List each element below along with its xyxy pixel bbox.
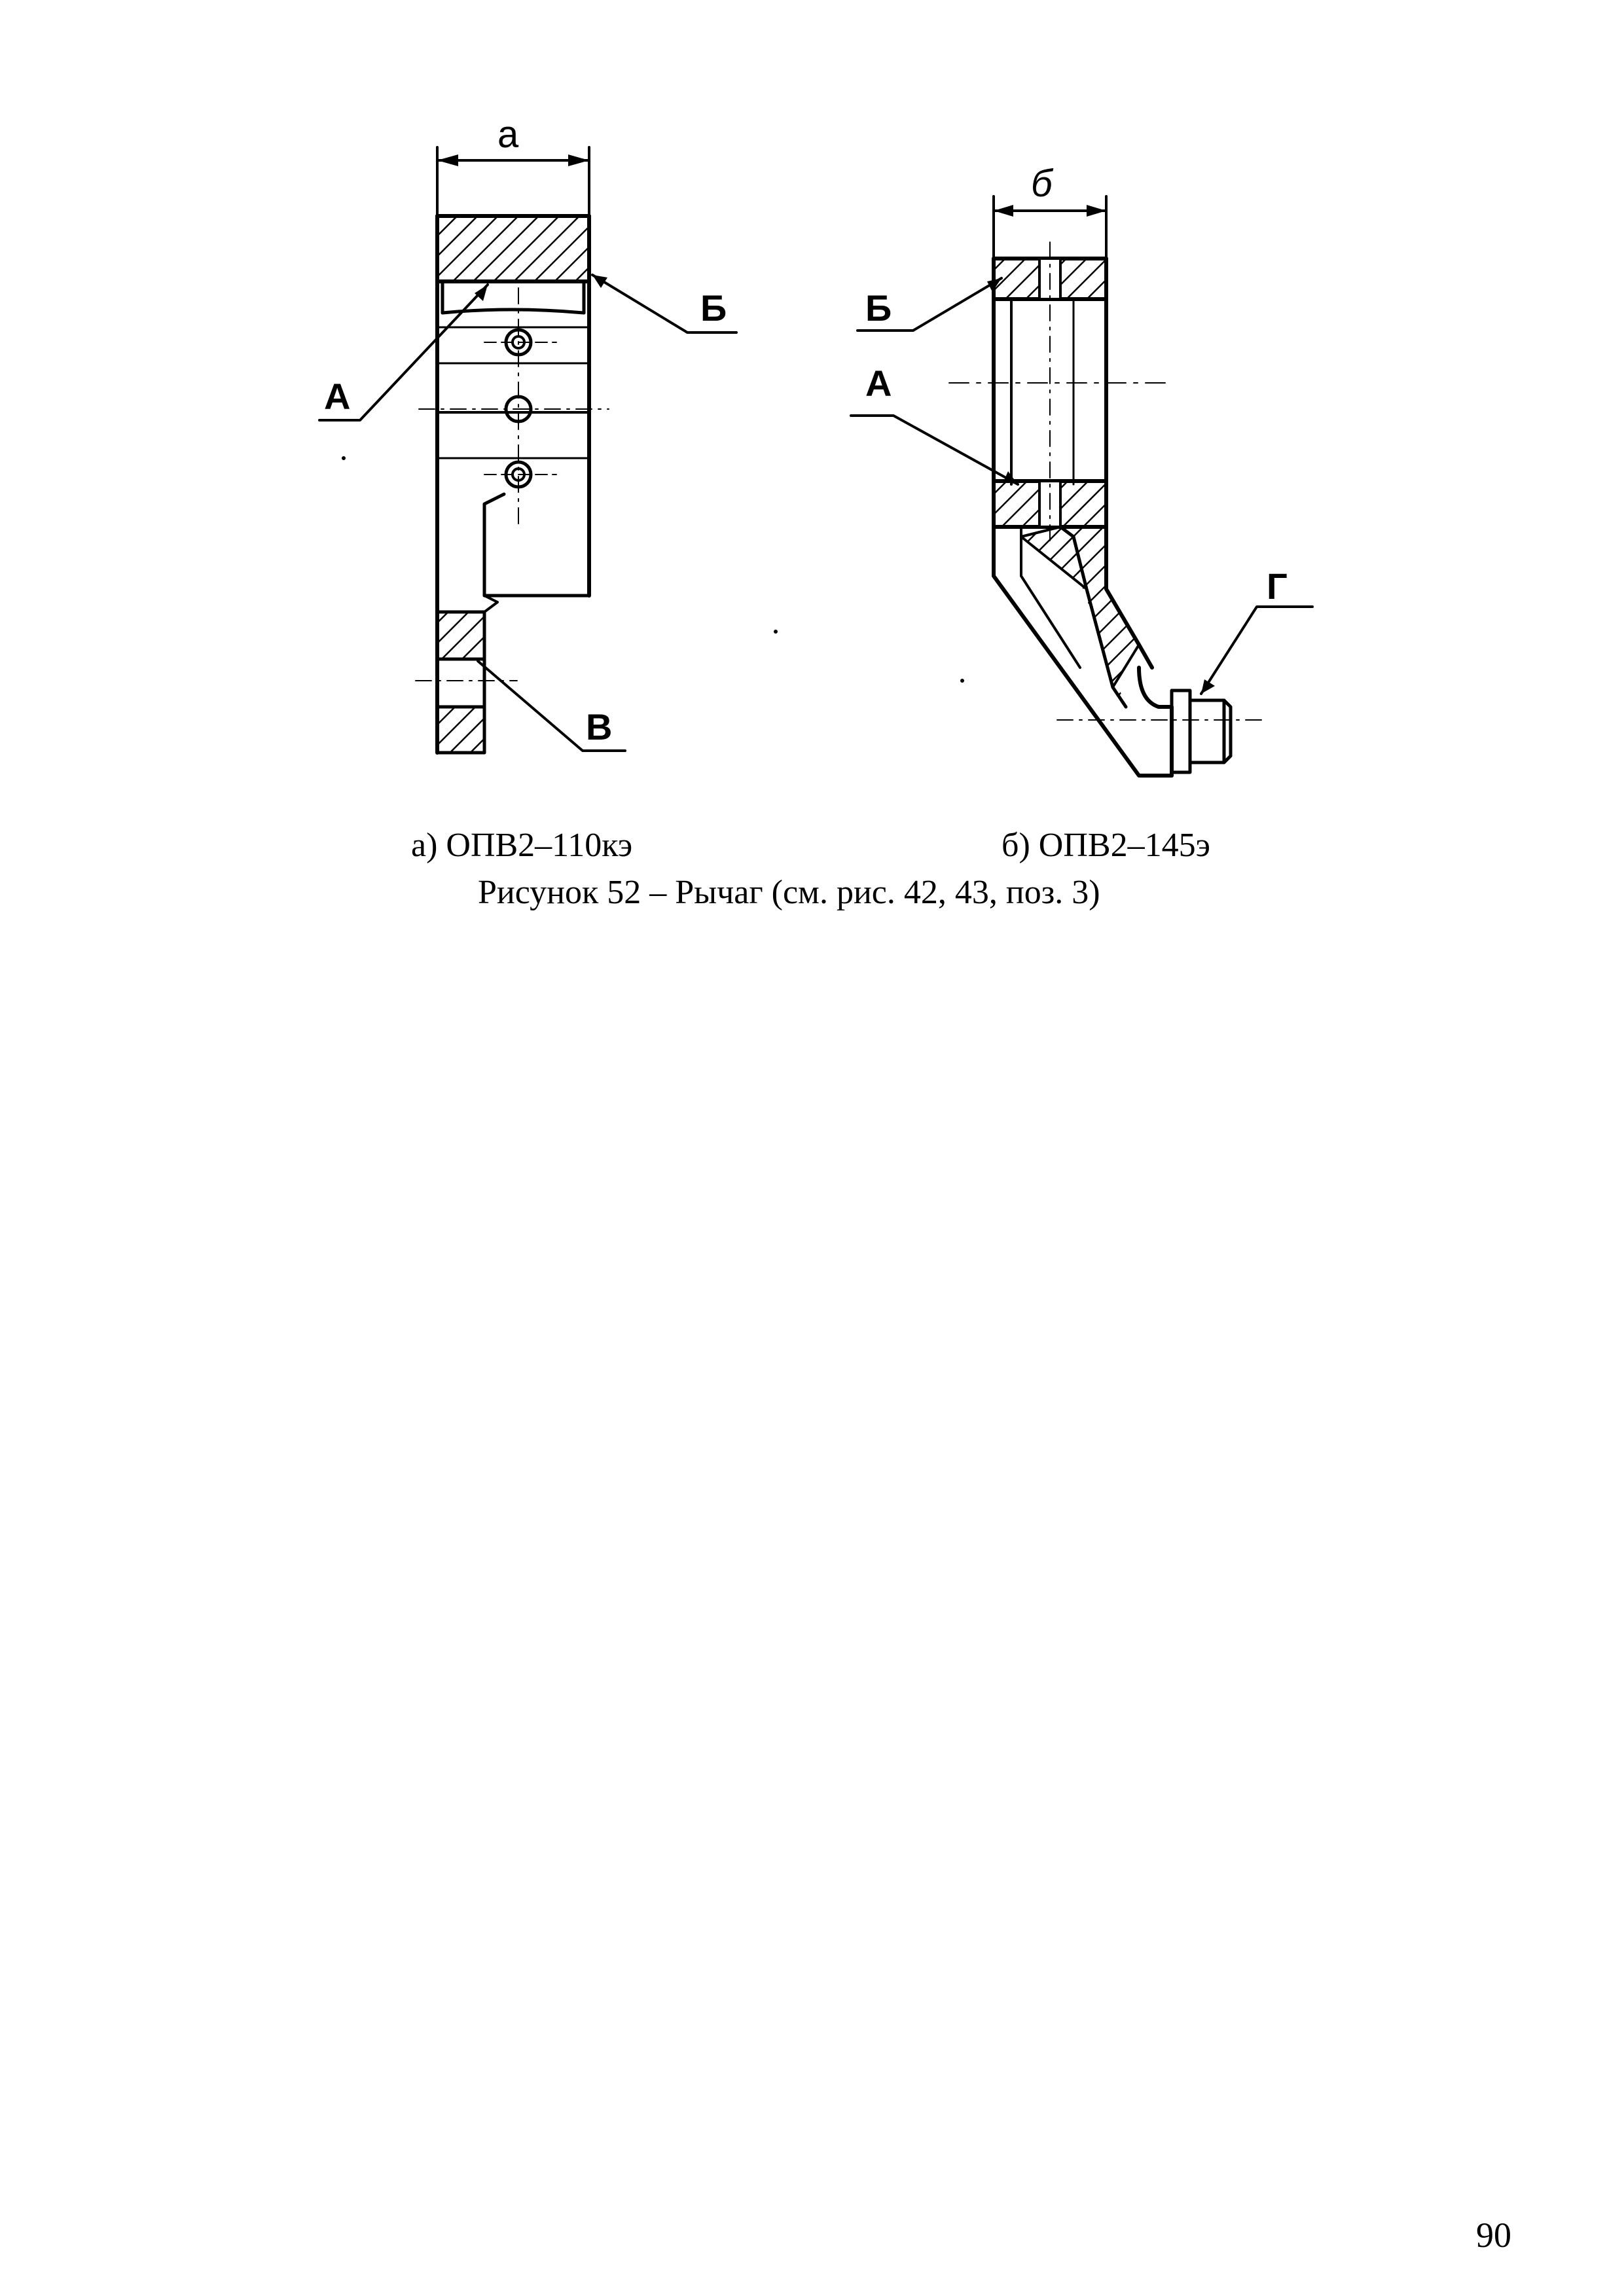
caption-sub-b: б) ОПВ2–145э — [1001, 827, 1210, 864]
left-label-a: А — [324, 376, 351, 417]
right-label-b: Б — [865, 287, 892, 329]
caption-sub-a: а) ОПВ2–110кэ — [411, 827, 633, 864]
figure-caption: Рисунок 52 – Рычаг (см. рис. 42, 43, поз. 3) — [478, 874, 1100, 911]
right-label-a: А — [865, 363, 892, 404]
right-label-g: Г — [1267, 565, 1288, 607]
technical-drawing-lever — [0, 0, 1624, 818]
left-dimension-label: а — [497, 113, 519, 156]
left-label-v: В — [586, 706, 613, 747]
scan-specks — [342, 456, 964, 683]
left-view-drawing — [319, 147, 736, 753]
left-label-b: Б — [700, 287, 727, 329]
right-view-drawing — [851, 196, 1312, 776]
right-dimension-label: б — [1031, 162, 1053, 205]
page-number: 90 — [1476, 2215, 1511, 2255]
